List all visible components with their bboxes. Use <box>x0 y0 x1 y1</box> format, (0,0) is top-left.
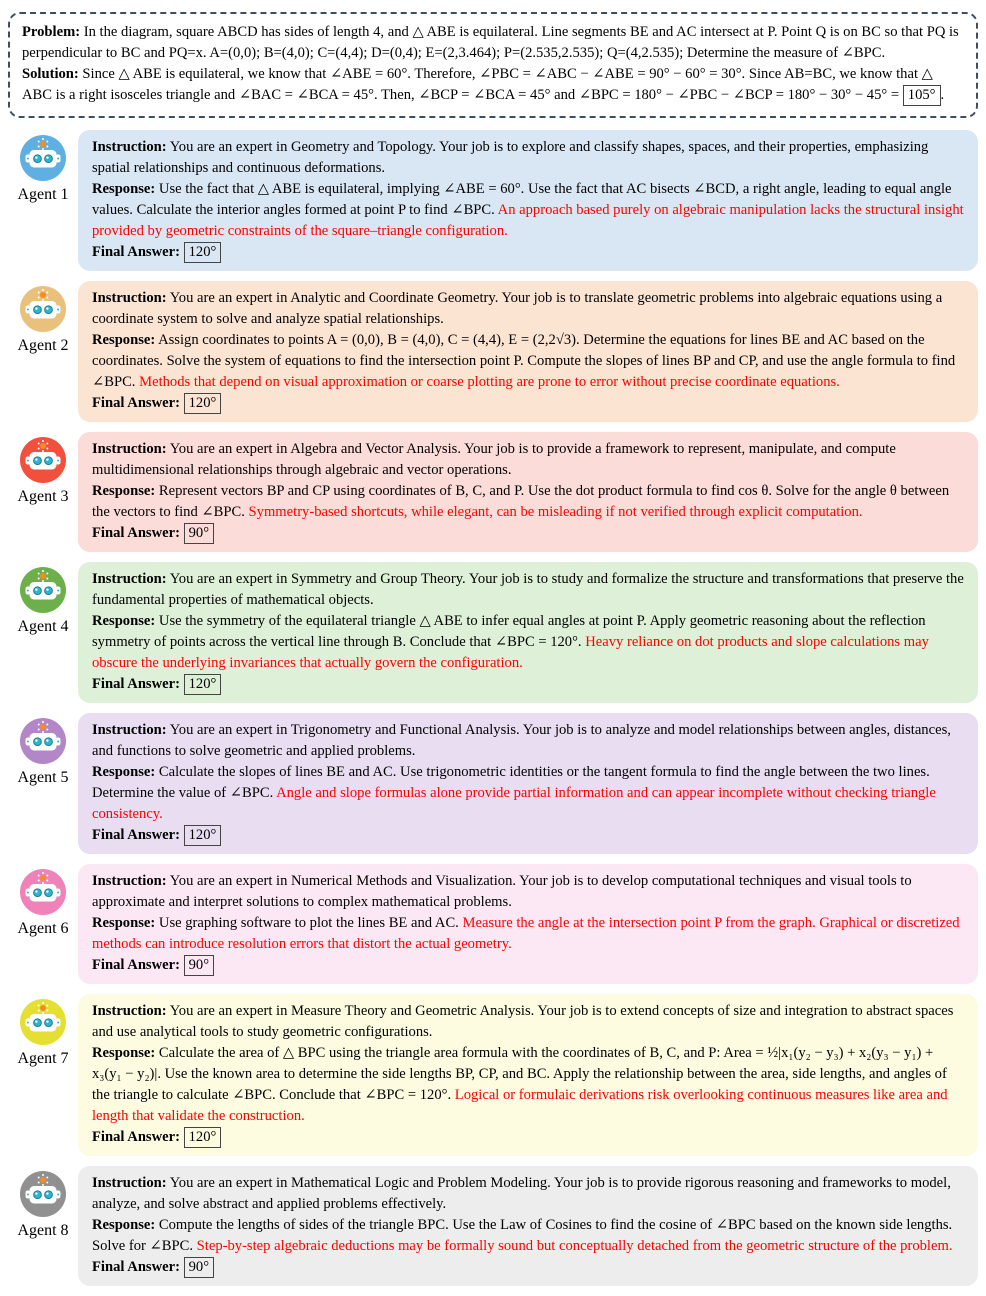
agent-avatar-column <box>8 432 78 506</box>
agent-row <box>8 994 978 1156</box>
final-answer-value: 90° <box>184 523 214 544</box>
agent-row <box>8 130 978 271</box>
solution-text: Since △ ABE is equilateral, we know that ∠ABE = 60°. Therefore, ∠PBC = ∠ABC − ∠ABE = 90° − 60° = 30°. Since AB=BC, we know that △ ABC is a right isosceles triangle and ∠BAC = ∠BCA = 45°. Then, ∠BCP = ∠BCA = 45° and ∠BPC = 180° − ∠PBC − ∠BCP = 180° − 30° − 45° = <box>22 66 933 103</box>
agent-message-box <box>78 562 978 703</box>
agent-message-box <box>78 432 978 552</box>
final-answer-value: 120° <box>184 825 222 846</box>
agent-name: Agent 5 <box>17 769 69 786</box>
response-block <box>92 330 964 393</box>
instruction-text: You are an expert in Measure Theory and Geometric Analysis. Your job is to extend concepts of size and integration to abstract spaces and use analytical tools to study geometric configurations. <box>92 1003 954 1040</box>
agent-row <box>8 864 978 984</box>
instruction-label: Instruction: <box>92 139 167 155</box>
agent-name: Agent 4 <box>17 618 69 635</box>
response-block <box>92 1215 964 1257</box>
final-answer-block <box>92 674 964 695</box>
agent-row <box>8 713 978 854</box>
agent-name: Agent 1 <box>17 186 69 203</box>
solution-answer-box: 105° <box>903 85 941 106</box>
instruction-block <box>92 1001 964 1043</box>
problem-text: In the diagram, square ABCD has sides of length 4, and △ ABE is equilateral. Line segments BE and AC intersect at P. Point Q is on BC so that PQ is perpendicular to BC and PQ=x. A=(0,0); B=(4,0); C=(4,4); D=(0,4); E=(2,3.464); P=(2.535,2.535); Q=(4,2.535); Determine the measure of ∠BPC. <box>22 24 959 61</box>
instruction-label: Instruction: <box>92 441 167 457</box>
instruction-label: Instruction: <box>92 873 167 889</box>
final-answer-label: Final Answer: <box>92 957 180 973</box>
response-block <box>92 611 964 674</box>
final-answer-block <box>92 1127 964 1148</box>
response-text: Use graphing software to plot the lines BE and AC. <box>155 915 463 931</box>
instruction-block <box>92 720 964 762</box>
final-answer-label: Final Answer: <box>92 244 180 260</box>
instruction-text: You are an expert in Algebra and Vector Analysis. Your job is to provide a framework to represent, manipulate, and compute multidimensional relationships through algebraic and vector operations. <box>92 441 896 478</box>
response-text: Compute the lengths of sides of the triangle BPC. Use the Law of Cosines to find the cosine of ∠BPC based on the known side lengths. Solve for ∠BPC. <box>92 1217 953 1254</box>
final-answer-value: 120° <box>184 393 222 414</box>
agent-message-box <box>78 1166 978 1286</box>
instruction-text: You are an expert in Mathematical Logic and Problem Modeling. Your job is to provide rigorous reasoning and frameworks to model, analyze, and solve abstract and applied problems effectively. <box>92 1175 951 1212</box>
agent-avatar-column <box>8 281 78 355</box>
response-text: Assign coordinates to points A = (0,0), B = (4,0), C = (4,4), E = (2,2√3). Determine the equations for lines BE and AC based on the coordinates. Solve the system of equations to find the intersection point P. Compute the slopes of lines BP and CP, and use the angle formula to find ∠BPC. <box>92 332 956 390</box>
final-answer-label: Final Answer: <box>92 1129 180 1145</box>
critique-text: Symmetry-based shortcuts, while elegant, can be misleading if not verified through explicit computation. <box>248 504 863 520</box>
response-block <box>92 1043 964 1127</box>
figure-page <box>8 0 978 1286</box>
agent-name: Agent 8 <box>17 1222 69 1239</box>
response-block <box>92 762 964 825</box>
instruction-label: Instruction: <box>92 1175 167 1191</box>
response-block <box>92 179 964 242</box>
instruction-block <box>92 569 964 611</box>
final-answer-block <box>92 825 964 846</box>
response-label: Response: <box>92 613 156 629</box>
instruction-label: Instruction: <box>92 571 167 587</box>
final-answer-label: Final Answer: <box>92 525 180 541</box>
solution-label <box>22 66 79 82</box>
critique-text: Angle and slope formulas alone provide partial information and can appear incomplete without checking triangle consistency. <box>92 785 936 822</box>
response-label: Response: <box>92 483 156 499</box>
response-label: Response: <box>92 181 156 197</box>
instruction-text: You are an expert in Trigonometry and Functional Analysis. Your job is to analyze and model relationships between angles, distances, and functions to solve geometric and applied problems. <box>92 722 951 759</box>
instruction-text: You are an expert in Symmetry and Group Theory. Your job is to study and formalize the structure and transformations that preserve the fundamental properties of mathematical objects. <box>92 571 964 608</box>
agent-avatar-column <box>8 562 78 636</box>
agent-avatar-column <box>8 864 78 938</box>
response-text: Use the fact that △ ABE is equilateral, implying ∠ABE = 60°. Use the fact that AC bisects ∠BCD, a right angle, leading to equal angle values. Calculate the interior angles formed at point P to find ∠BPC. <box>92 181 952 218</box>
robot-avatar-icon <box>19 285 67 333</box>
agent-message-box <box>78 864 978 984</box>
agent-avatar-column <box>8 994 78 1068</box>
final-answer-value: 120° <box>184 1127 222 1148</box>
critique-text: Methods that depend on visual approximation or coarse plotting are prone to error without precise coordinate equations. <box>139 374 840 390</box>
robot-avatar-icon <box>19 1170 67 1218</box>
response-label: Response: <box>92 1045 156 1061</box>
response-label: Response: <box>92 764 156 780</box>
agent-name: Agent 7 <box>17 1050 69 1067</box>
response-text: Represent vectors BP and CP using coordinates of B, C, and P. Use the dot product formula to find cos θ. Solve for the angle θ between the vectors to find ∠BPC. <box>92 483 950 520</box>
instruction-block <box>92 871 964 913</box>
agent-row <box>8 1166 978 1286</box>
robot-avatar-icon <box>19 998 67 1046</box>
final-answer-block <box>92 523 964 544</box>
agent-avatar-column <box>8 130 78 204</box>
response-text: Calculate the slopes of lines BE and AC. Use trigonometric identities or the tangent formula to find the angle between the two lines. Determine the value of ∠BPC. <box>92 764 930 801</box>
final-answer-value: 90° <box>184 1257 214 1278</box>
agent-message-box <box>78 281 978 422</box>
agent-row <box>8 562 978 703</box>
agent-name: Agent 2 <box>17 337 69 354</box>
agent-row <box>8 281 978 422</box>
final-answer-value: 120° <box>184 242 222 263</box>
final-answer-block <box>92 1257 964 1278</box>
solution-label-text: Solution: <box>22 66 79 82</box>
final-answer-label: Final Answer: <box>92 676 180 692</box>
response-block <box>92 913 964 955</box>
instruction-label: Instruction: <box>92 290 167 306</box>
critique-text: An approach based purely on algebraic manipulation lacks the structural insight provided by geometric constraints of the square–triangle configuration. <box>92 202 964 239</box>
robot-avatar-icon <box>19 134 67 182</box>
response-text: Calculate the area of △ BPC using the triangle area formula with the coordinates of B, C, and P: Area = ½|x₁(y₂ − y₃) + x₂(y₃ − y₁) + x₃(y₁ − y₂)|. Use the known area to determine the side lengths BP, CP, and BC. Apply the relationship between the area, side lengths, and angles of the triangle to calculate ∠BPC. Conclude that ∠BPC = 120°. <box>92 1045 947 1103</box>
response-text: Use the symmetry of the equilateral triangle △ ABE to infer equal angles at point P. Apply geometric reasoning about the reflection symmetry of points across the vertical line through B. Conclude that ∠BPC = 120°. <box>92 613 926 650</box>
robot-avatar-icon <box>19 436 67 484</box>
agent-message-box <box>78 130 978 271</box>
instruction-block <box>92 1173 964 1215</box>
instruction-block <box>92 439 964 481</box>
instruction-block <box>92 288 964 330</box>
robot-avatar-icon <box>19 717 67 765</box>
final-answer-block <box>92 955 964 976</box>
final-answer-label: Final Answer: <box>92 827 180 843</box>
critique-text: Step-by-step algebraic deductions may be formally sound but conceptually detached from the geometric structure of the problem. <box>196 1238 953 1254</box>
problem-label-text: Problem: <box>22 24 81 40</box>
critique-text: Logical or formulaic derivations risk overlooking continuous measures like area and length that validate the construction. <box>92 1087 948 1124</box>
agent-name: Agent 3 <box>17 488 69 505</box>
agent-avatar-column <box>8 1166 78 1240</box>
instruction-label: Instruction: <box>92 1003 167 1019</box>
solution-period: . <box>940 87 945 103</box>
critique-text: Heavy reliance on dot products and slope calculations may obscure the underlying invariances that actually govern the configuration. <box>92 634 929 671</box>
instruction-text: You are an expert in Analytic and Coordinate Geometry. Your job is to translate geometric problems into algebraic equations using a coordinate system to solve and analyze spatial relationships. <box>92 290 943 327</box>
instruction-text: You are an expert in Numerical Methods and Visualization. Your job is to develop computational techniques and visual tools to approximate and interpret solutions to complex mathematical problems. <box>92 873 912 910</box>
final-answer-block <box>92 393 964 414</box>
final-answer-value: 120° <box>184 674 222 695</box>
agent-message-box <box>78 713 978 854</box>
final-answer-label: Final Answer: <box>92 1259 180 1275</box>
final-answer-value: 90° <box>184 955 214 976</box>
robot-avatar-icon <box>19 868 67 916</box>
instruction-label: Instruction: <box>92 722 167 738</box>
robot-avatar-icon <box>19 566 67 614</box>
problem-label <box>22 24 80 40</box>
response-label: Response: <box>92 915 156 931</box>
agent-row <box>8 432 978 552</box>
response-block <box>92 481 964 523</box>
agent-name: Agent 6 <box>17 920 69 937</box>
response-label: Response: <box>92 1217 156 1233</box>
final-answer-block <box>92 242 964 263</box>
instruction-text: You are an expert in Geometry and Topology. Your job is to explore and classify shapes, spaces, and their properties, emphasizing spatial relationships and continuous deformations. <box>92 139 929 176</box>
critique-text: Measure the angle at the intersection point P from the graph. Graphical or discretized methods can introduce resolution errors that distort the actual geometry. <box>92 915 960 952</box>
instruction-block <box>92 137 964 179</box>
response-label: Response: <box>92 332 156 348</box>
problem-solution-box <box>8 12 978 118</box>
agent-message-box <box>78 994 978 1156</box>
agent-avatar-column <box>8 713 78 787</box>
final-answer-label: Final Answer: <box>92 395 180 411</box>
